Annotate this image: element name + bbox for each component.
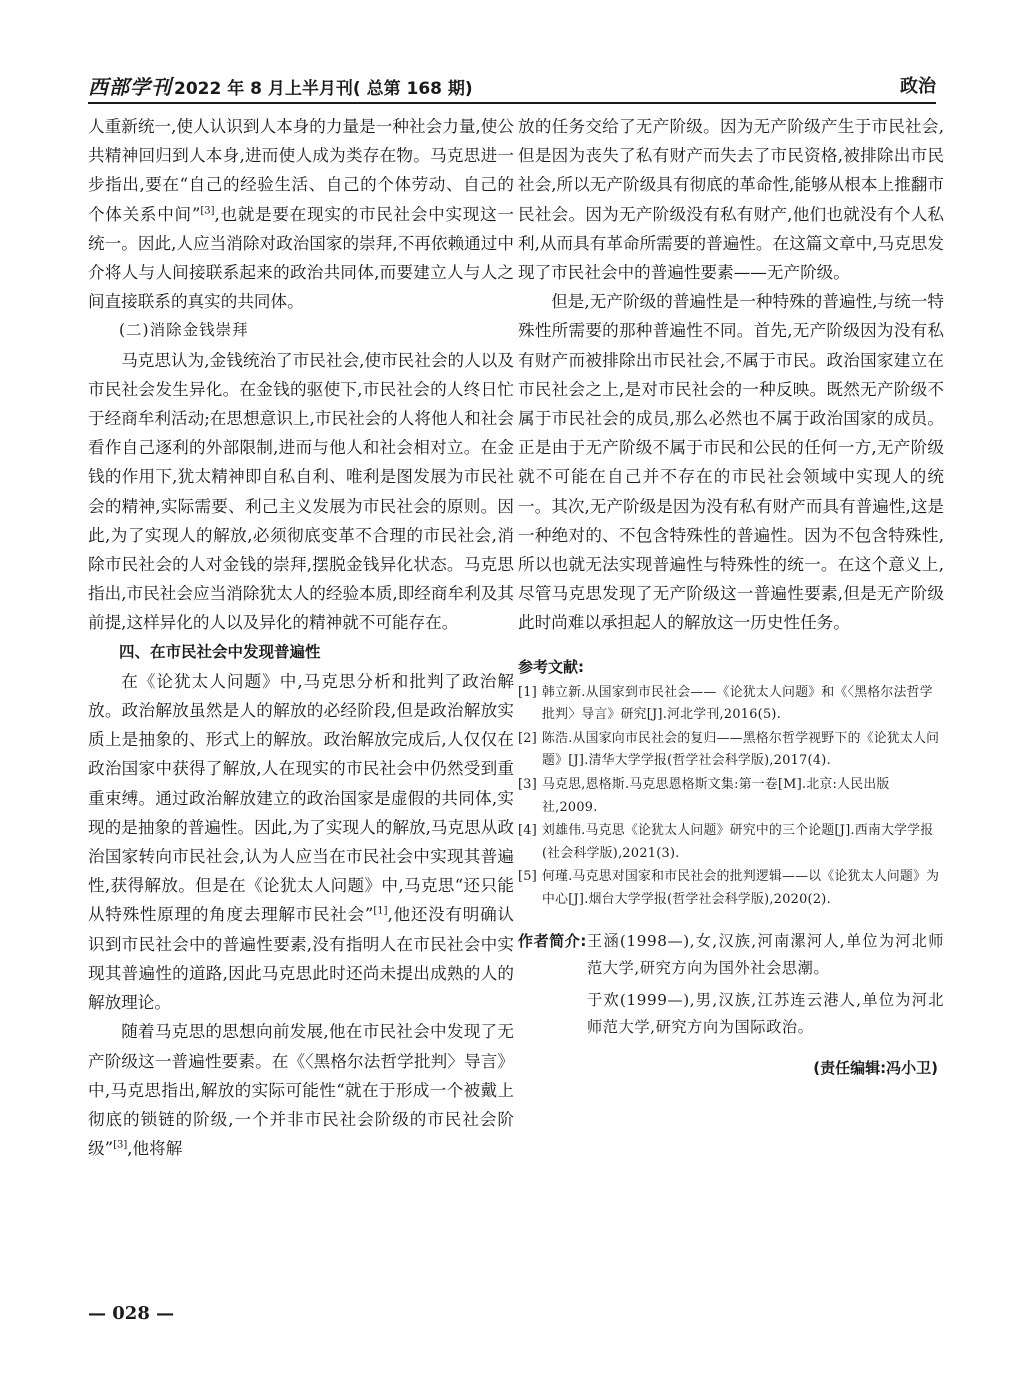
citation: [1]	[373, 905, 388, 917]
paragraph: 马克思认为,金钱统治了市民社会,使市民社会的人以及市民社会发生异化。在金钱的驱使下,市民社会的人终日忙于经商牟利活动;在思想意识上,市民社会的人将他人和社会看作自己逐利的外部限制,进而与他人和社会相对立。在金钱的作用下,犹太精神即自私自利、唯利是图发展为市民社会的精神,实际需要、利己主义发展为市民社会的原则。因此,为了实现人的解放,必须彻底变革不合理的市民社会,消除市民社会的人对金钱的崇拜,摆脱金钱异化状态。马克思指出,市民社会应当消除犹太人的经验本质,即经商牟利及其前提,这样异化的人以及异化的精神就不可能存在。	[88, 350, 514, 633]
journal-masthead	[88, 71, 473, 100]
references-title: 参考文献:	[518, 657, 584, 676]
paragraph-text: 人重新统一,使人认识到人本身的力量是一种社会力量,使公共精神回归到人本身,进而使人成为类存在物。马克思进一步指出,要在“自己的经验生活、自己的个体劳动、自己的个体关系中间”	[88, 117, 514, 224]
paragraph: 放的任务交给了无产阶级。因为无产阶级产生于市民社会,但是因为丧失了私有财产而失去了市民资格,被排除出市民社会,所以无产阶级具有彻底的革命性,能够从根本上推翻市民社会。因为无产阶级没有私有财产,他们也就没有个人私利,从而具有革命所需要的普遍性。在这篇文章中,马克思发现了市民社会中的普遍性要素——无产阶级。	[518, 117, 944, 283]
reference-text: 马克思,恩格斯.马克思恩格斯文集:第一卷[M].北京:人民出版社,2009.	[542, 777, 890, 815]
section-name: 政治	[900, 76, 936, 97]
page-header	[88, 68, 936, 104]
citation: [3]	[200, 205, 215, 217]
author-bio: 于欢(1999—),男,汉族,江苏连云港人,单位为河北师范大学,研究方向为国际政治。	[587, 990, 944, 1037]
reference-item	[518, 866, 944, 911]
paragraph-text: ,他将解	[127, 1139, 183, 1159]
reference-item	[518, 728, 944, 773]
author-label: 作者简介:	[518, 931, 587, 950]
reference-item	[518, 682, 944, 727]
right-column	[518, 112, 944, 1083]
reference-text: 刘雄伟.马克思《论犹太人问题》研究中的三个论题[J].西南大学学报(社会科学版),2021(3).	[542, 823, 934, 861]
journal-logo: 西部学刊	[88, 74, 172, 99]
reference-number: [4]	[518, 823, 538, 839]
paragraph	[88, 667, 514, 1017]
paragraph	[88, 112, 514, 316]
responsible-editor: (责任编辑:冯小卫)	[813, 1058, 938, 1077]
reference-item	[518, 774, 944, 819]
paragraph-text: 随着马克思的思想向前发展,他在市民社会中发现了无产阶级这一普遍性要素。在《〈黑格尔法哲学批判〉导言》中,马克思指出,解放的实际可能性“就在于形成一个被戴上彻底的锁链的阶级,一个并非市民社会阶级的市民社会阶级”	[88, 1022, 514, 1159]
subsection-heading: (二)消除金钱崇拜	[119, 321, 249, 340]
reference-number: [5]	[518, 869, 538, 885]
section-heading: 四、在市民社会中发现普遍性	[119, 642, 321, 661]
paragraph: 但是,无产阶级的普遍性是一种特殊的普遍性,与统一特殊性所需要的那种普遍性不同。首先,无产阶级因为没有私有财产而被排除出市民社会,不属于市民。政治国家建立在市民社会之上,是对市民社会的一种反映。既然无产阶级不属于市民社会的成员,那么必然也不属于政治国家的成员。正是由于无产阶级不属于市民和公民的任何一方,无产阶级就不可能在自己并不存在的市民社会领域中实现人的统一。其次,无产阶级是因为没有私有财产而具有普遍性,这是一种绝对的、不包含特殊性的普遍性。因为不包含特殊性,所以也就无法实现普遍性与特殊性的统一。在这个意义上,尽管马克思发现了无产阶级这一普遍性要素,但是无产阶级此时尚难以承担起人的解放这一历史性任务。	[518, 292, 944, 633]
paragraph-text: ,他还没有明确认识到市民社会中的普遍性要素,没有指明人在市民社会中实现其普遍性的道路,因此马克思此时还尚未提出成熟的人的解放理论。	[88, 905, 515, 1013]
reference-number: [3]	[518, 777, 538, 793]
page-number: — 028 —	[88, 1303, 175, 1324]
paragraph-text: 在《论犹太人问题》中,马克思分析和批判了政治解放。政治解放虽然是人的解放的必经阶段,但是政治解放实质上是抽象的、形式上的解放。政治解放完成后,人仅仅在政治国家中获得了解放,人在现实的市民社会中仍然受到重重束缚。通过政治解放建立的政治国家是虚假的共同体,实现的是抽象的普遍性。因此,为了实现人的解放,马克思从政治国家转向市民社会,认为人应当在市民社会中实现其普遍性,获得解放。但是在《论犹太人问题》中,马克思“还只能从特殊性原理的角度去理解市民社会”	[88, 671, 514, 925]
author-list	[587, 928, 944, 1046]
citation: [3]	[113, 1139, 128, 1151]
reference-text: 韩立新.从国家到市民社会——《论犹太人问题》和《〈黑格尔法哲学批判〉导言》研究[J].河北学刊,2016(5).	[542, 684, 933, 723]
reference-text: 陈浩.从国家向市民社会的复归——黑格尔哲学视野下的《论犹太人问题》[J].清华大学学报(哲学社会科学版),2017(4).	[542, 730, 940, 769]
paragraph-text: ,也就是要在现实的市民社会中实现这一统一。因此,人应当消除对政治国家的崇拜,不再依赖通过中介将人与人间接联系起来的政治共同体,而要建立人与人之间直接联系的真实的共同体。	[88, 204, 514, 312]
reference-item	[518, 820, 944, 865]
reference-text: 何瑾.马克思对国家和市民社会的批判逻辑——以《论犹太人问题》为中心[J].烟台大学学报(哲学社会科学版),2020(2).	[542, 869, 940, 907]
paragraph	[88, 1017, 514, 1163]
author-bio: 王涵(1998—),女,汉族,河南漯河人,单位为河北师范大学,研究方向为国外社会思潮。	[587, 931, 944, 978]
left-column	[88, 112, 514, 1163]
author-info	[518, 928, 944, 1046]
references-list	[518, 682, 944, 912]
reference-number: [2]	[518, 730, 538, 746]
reference-number: [1]	[518, 684, 538, 700]
issue-info: 2022 年 8 月上半月刊( 总第 168 期)	[174, 78, 473, 99]
